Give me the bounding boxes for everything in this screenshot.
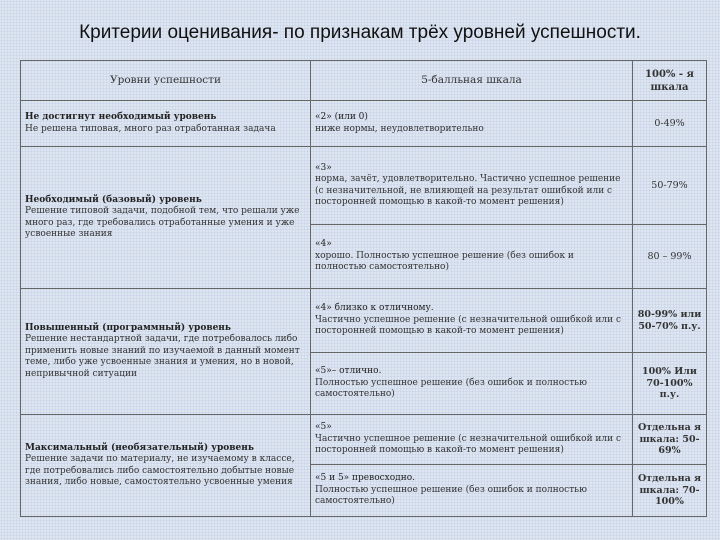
table-row <box>21 289 707 353</box>
grade-cell <box>311 415 633 465</box>
grade-title: «4» близко к отличному. <box>315 303 434 314</box>
level-description: Решение задачи по материалу, не изучаемому в классе, где потребовались либо самостоятельно добытые новые знания, либо новые, самостоятельно усвоенные умения <box>25 454 295 487</box>
percent-cell: 80-99% или 50-70% п.у. <box>633 289 707 353</box>
level-title: Не достигнут необходимый уровень <box>25 112 217 122</box>
level-description: Не решена типовая, много раз отработанная задача <box>25 123 276 134</box>
grade-title: «5» <box>315 422 332 433</box>
level-cell <box>21 101 311 147</box>
percent-cell: 0-49% <box>633 101 707 147</box>
level-title: Максимальный (необязательный) уровень <box>25 442 254 453</box>
header-percent-scale: 100% - я шкала <box>633 61 707 101</box>
grade-title: «4» <box>315 239 332 250</box>
grade-cell <box>311 101 633 147</box>
level-cell <box>21 147 311 289</box>
level-description: Решение типовой задачи, подобной тем, что решали уже много раз, где требовались отработанные умения и уже усвоенные знания <box>25 206 300 239</box>
percent-cell: 100% Или 70-100% п.у. <box>633 353 707 415</box>
grade-title: «2» (или 0) <box>315 112 368 122</box>
grade-description: норма, зачёт, удовлетворительно. Частично успешное решение (с незначительной, не влияющей на результат ошибкой или с посторонней помощью в какой-то момент решения) <box>315 174 621 207</box>
grade-cell <box>311 147 633 225</box>
grade-cell <box>311 225 633 289</box>
level-title: Необходимый (базовый) уровень <box>25 194 202 205</box>
table-row <box>21 101 707 147</box>
percent-cell: Отдельна я шкала: 50-69% <box>633 415 707 465</box>
percent-cell: Отдельна я шкала: 70-100% <box>633 465 707 517</box>
header-five-point-scale: 5-балльная шкала <box>311 61 633 101</box>
table-row <box>21 415 707 465</box>
grade-title: «3» <box>315 162 332 173</box>
percent-cell: 80 – 99% <box>633 225 707 289</box>
table-row <box>21 147 707 225</box>
grade-description: Полностью успешное решение (без ошибок и полностью самостоятельно) <box>315 484 587 507</box>
grade-description: хорошо. Полностью успешное решение (без ошибок и полностью самостоятельно) <box>315 250 574 273</box>
page-title: Критерии оценивания- по признакам трёх уровней успешности. <box>79 22 641 43</box>
criteria-table <box>20 60 707 517</box>
grade-cell <box>311 465 633 517</box>
table-header-row <box>21 61 707 101</box>
grade-description: ниже нормы, неудовлетворительно <box>315 123 484 134</box>
grade-description: Полностью успешное решение (без ошибок и полностью самостоятельно) <box>315 377 587 400</box>
level-title: Повышенный (программный) уровень <box>25 322 232 333</box>
grade-description: Частично успешное решение (с незначительной ошибкой или с посторонней помощью в какой-то момент решения) <box>315 433 622 456</box>
grade-title: «5»– отлично. <box>315 366 382 377</box>
grade-description: Частично успешное решение (с незначительной ошибкой или с посторонней помощью в какой-то момент решения) <box>315 314 622 337</box>
percent-cell: 50-79% <box>633 147 707 225</box>
level-description: Решение нестандартной задачи, где потребовалось либо применить новые знаний по изучаемой в данный момент теме, либо уже усвоенные знания и умения, но в новой, непривычной ситуации <box>25 334 300 379</box>
grade-title: «5 и 5» превосходно. <box>315 473 415 484</box>
grade-cell <box>311 289 633 353</box>
level-cell <box>21 415 311 517</box>
level-cell <box>21 289 311 415</box>
grade-cell <box>311 353 633 415</box>
header-levels: Уровни успешности <box>21 61 311 101</box>
